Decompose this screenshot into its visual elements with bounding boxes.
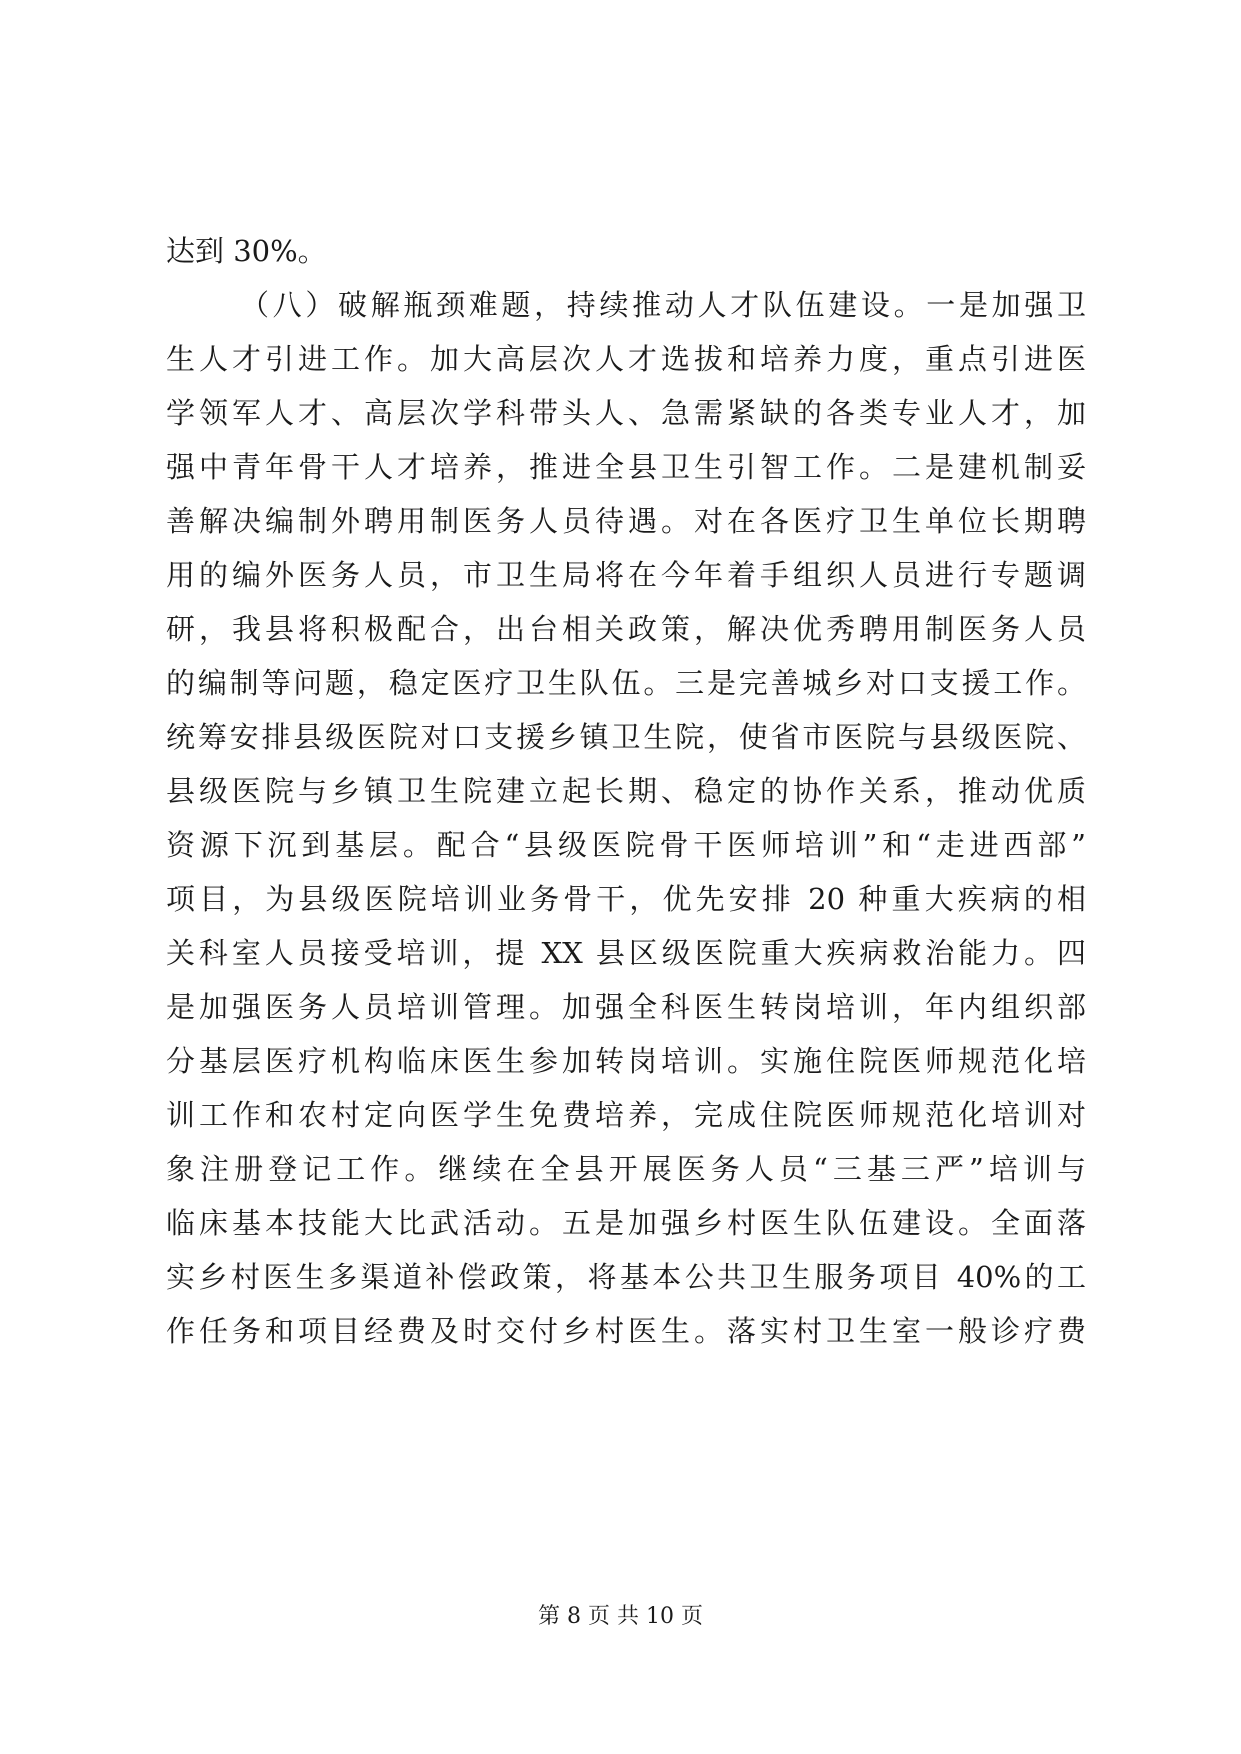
text-line: 作任务和项目经费及时交付乡村医生。落实村卫生室一般诊疗费 <box>166 1314 1086 1348</box>
text-line: 训工作和农村定向医学生免费培养，完成住院医师规范化培训对 <box>166 1098 1086 1132</box>
text-line: 关科室人员接受培训，提 XX 县区级医院重大疾病救治能力。四 <box>166 936 1086 970</box>
page-number-footer: 第 8 页 共 10 页 <box>538 1604 703 1629</box>
body-text <box>166 224 1086 1358</box>
text-line: 实乡村医生多渠道补偿政策，将基本公共卫生服务项目 40%的工 <box>166 1260 1086 1294</box>
text-line: 县级医院与乡镇卫生院建立起长期、稳定的协作关系，推动优质 <box>166 774 1086 808</box>
text-line: 用的编外医务人员，市卫生局将在今年着手组织人员进行专题调 <box>166 558 1086 592</box>
text-line: 善解决编制外聘用制医务人员待遇。对在各医疗卫生单位长期聘 <box>166 504 1086 538</box>
text-line: 资源下沉到基层。配合“县级医院骨干医师培训”和“走进西部” <box>166 828 1086 862</box>
text-line: 研，我县将积极配合，出台相关政策，解决优秀聘用制医务人员 <box>166 612 1086 646</box>
text-line: 强中青年骨干人才培养，推进全县卫生引智工作。二是建机制妥 <box>166 450 1086 484</box>
text-line: 项目，为县级医院培训业务骨干，优先安排 20 种重大疾病的相 <box>166 882 1086 916</box>
text-line: 统筹安排县级医院对口支援乡镇卫生院，使省市医院与县级医院、 <box>166 720 1086 754</box>
text-line: 学领军人才、高层次学科带头人、急需紧缺的各类专业人才，加 <box>166 396 1086 430</box>
text-line: 分基层医疗机构临床医生参加转岗培训。实施住院医师规范化培 <box>166 1044 1086 1078</box>
text-line: 象注册登记工作。继续在全县开展医务人员“三基三严”培训与 <box>166 1152 1086 1186</box>
text-line: 达到 30%。 <box>166 234 327 268</box>
text-line: 的编制等问题，稳定医疗卫生队伍。三是完善城乡对口支援工作。 <box>166 666 1086 700</box>
paragraph-start-line: （八）破解瓶颈难题，持续推动人才队伍建设。一是加强卫 <box>240 288 1086 322</box>
text-line: 生人才引进工作。加大高层次人才选拔和培养力度，重点引进医 <box>166 342 1086 376</box>
text-line: 是加强医务人员培训管理。加强全科医生转岗培训，年内组织部 <box>166 990 1086 1024</box>
text-line: 临床基本技能大比武活动。五是加强乡村医生队伍建设。全面落 <box>166 1206 1086 1240</box>
